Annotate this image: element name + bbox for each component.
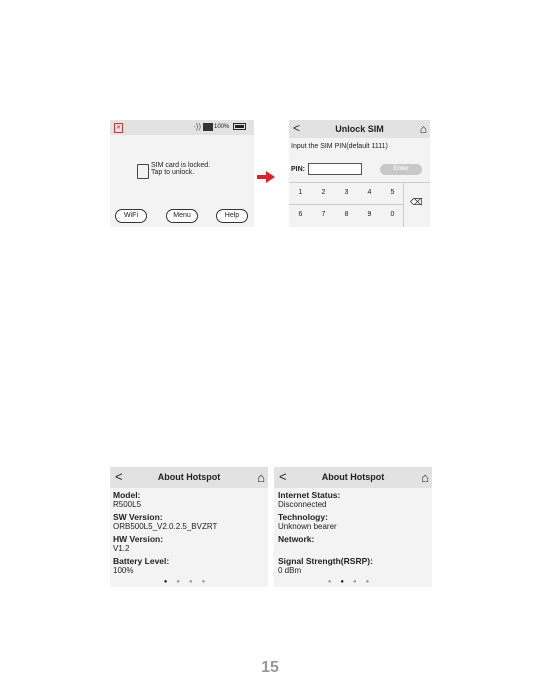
key-4[interactable]: 4 [367,189,372,196]
network-label: Network: [278,534,315,544]
sim-card-icon [137,164,149,179]
signal-strength-value: 0 dBm [278,566,302,575]
key-2[interactable]: 2 [321,189,326,196]
arrow-right-icon [257,172,275,182]
page-indicator: ●●●● [327,579,379,585]
sim-locked-message[interactable]: SIM card is locked. [151,162,211,169]
pin-input[interactable] [308,163,362,175]
internet-status-value: Disconnected [278,500,327,509]
page-title: About Hotspot [321,472,385,482]
internet-status-label: Internet Status: [278,490,341,500]
pin-instruction: Input the SIM PIN(default 1111) [291,143,388,150]
key-9[interactable]: 9 [367,211,372,218]
technology-label: Technology: [278,512,328,522]
network-value [278,544,373,553]
page-title: About Hotspot [157,472,221,482]
home-icon[interactable]: ⌂ [257,470,265,485]
key-8[interactable]: 8 [344,211,349,218]
menu-button[interactable]: Menu [166,209,198,223]
home-icon[interactable]: ⌂ [421,470,429,485]
enter-button[interactable]: Enter [380,164,422,175]
no-sim-icon: ✕ [115,125,122,131]
key-7[interactable]: 7 [321,211,326,218]
back-icon[interactable]: < [279,469,287,484]
hw-version-value: V1.2 [113,544,130,553]
header-bar [289,120,430,138]
model-label: Model: [113,490,141,500]
about-hotspot-screen-2 [274,467,432,587]
battery-level-value: 100% [113,566,134,575]
battery-percent: 100% [214,124,230,130]
page-number: 15 [261,659,279,676]
page-indicator: ●●●● [163,579,215,585]
technology-value: Unknown bearer [278,522,337,531]
hw-version-label: HW Version: [113,534,164,544]
sim-locked-screen [110,120,254,227]
header-bar [110,467,268,488]
signal-strength-label: Signal Strength(RSRP): [278,556,373,566]
sw-version-value: ORB500L5_V2.0.2.5_BVZRT [113,522,218,531]
model-value: R500L5 [113,500,142,509]
battery-icon [233,123,246,130]
header-bar [274,467,432,488]
pin-label: PIN: [291,166,305,173]
key-0[interactable]: 0 [390,211,395,218]
sw-version-label: SW Version: [113,512,163,522]
key-1[interactable]: 1 [298,189,303,196]
tap-to-unlock-message[interactable]: Tap to unlock. [151,169,195,176]
keypad [289,182,430,227]
unlock-sim-screen [289,120,430,227]
page-title: Unlock SIM [335,124,384,134]
battery-level-label: Battery Level: [113,556,170,566]
about-hotspot-screen-1 [110,467,268,587]
back-icon[interactable]: < [115,469,123,484]
key-6[interactable]: 6 [298,211,303,218]
home-icon[interactable]: ⌂ [419,122,427,136]
back-icon[interactable]: < [293,121,301,135]
data-icon [203,123,213,131]
backspace-icon[interactable]: ⌫ [410,197,423,207]
key-3[interactable]: 3 [344,189,349,196]
wifi-button[interactable]: WiFi [115,209,147,223]
signal-icon: ·)) [193,122,201,131]
key-5[interactable]: 5 [390,189,395,196]
status-bar [110,120,254,135]
help-button[interactable]: Help [216,209,248,223]
